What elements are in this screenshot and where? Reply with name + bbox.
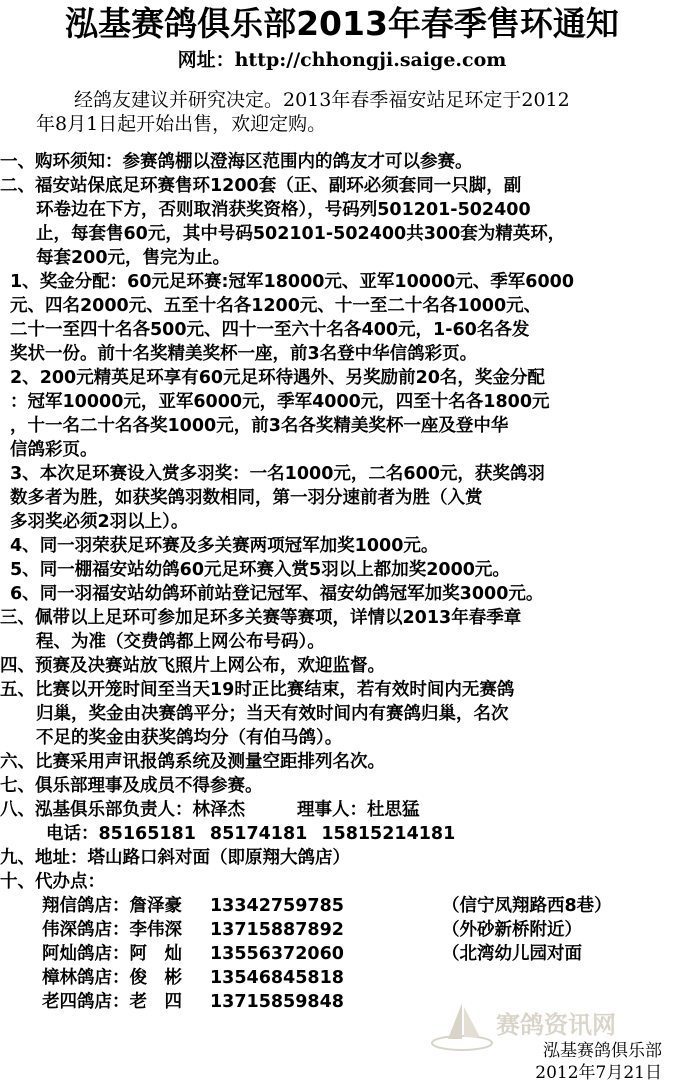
contact-section <box>0 798 682 846</box>
agent-name: 阿灿鸽店：阿 灿 <box>42 944 182 964</box>
rule-text: 福安站保底足环赛售环1200套（正、副环必须套同一只脚，副 <box>35 176 522 196</box>
rule-item <box>0 174 682 270</box>
rule-text: 奖金分配：60元足环赛:冠军18000元、亚军10000元、季军6000 <box>39 272 575 292</box>
intro-line: 经鸽友建议并研究决定。2013年春季福安站足环定于2012 <box>74 89 570 111</box>
item-mark: 三、 <box>0 608 35 628</box>
rule-text: 止，每套售60元，其中号码502101-502400共300套为精英环， <box>36 224 566 244</box>
rule-text: 多羽奖必须2羽以上）。 <box>10 512 189 532</box>
rule-item <box>0 678 682 750</box>
rule-text: 每套200元，售完为止。 <box>36 248 231 268</box>
rule-text: 元、四名2000元、五至十名各1200元、十一至二十名各1000元、 <box>10 296 542 316</box>
item-mark: 六、 <box>0 752 35 772</box>
rule-text: 比赛以开笼时间至当天19时正比赛结束，若有效时间内无赛鸽 <box>35 680 515 700</box>
phone-label: 电话： <box>46 824 99 844</box>
rule-text: 不足的奖金由获奖鸽均分（有伯马鸽）。 <box>36 728 343 748</box>
item-mark: 七、 <box>0 776 35 796</box>
item-mark: 3、 <box>10 464 40 484</box>
agent-phone: 13556372060 <box>210 944 344 964</box>
phone-number: 85165181 <box>98 824 196 844</box>
item-mark: 二、 <box>0 176 35 196</box>
rule-text: 二十一至四十名各500元、四十一至六十名各400元，1-60名各发 <box>10 320 530 340</box>
rule-text: 200元精英足环享有60元足环待遇外、另奖励前20名，奖金分配 <box>39 368 545 388</box>
rule-item <box>0 774 682 798</box>
rule-text: 比赛采用声讯报鸽系统及测量空距排列名次。 <box>35 752 385 772</box>
rule-text: 数多者为胜，如获奖鸽羽数相同，第一羽分速前者为胜（入赏 <box>10 488 483 508</box>
agent-note: （信宁凤翔路西8巷） <box>442 896 612 916</box>
intro-paragraph <box>36 88 666 136</box>
rule-text: 购环须知：参赛鸽棚以澄海区范围内的鸽友才可以参赛。 <box>35 152 473 172</box>
contact-leader: 泓基俱乐部负责人：林泽杰 <box>35 800 245 820</box>
website-label: 网址： <box>177 49 235 71</box>
phone-number: 85174181 <box>209 824 308 844</box>
rule-text: 环卷边在下方，否则取消获奖资格），号码列501201-502400 <box>36 200 531 220</box>
agent-phone: 13715887892 <box>210 920 344 940</box>
rule-item <box>0 150 682 174</box>
item-mark: 1、 <box>10 272 40 292</box>
rule-item <box>0 750 682 774</box>
agent-phone: 13715859848 <box>210 992 344 1012</box>
rule-text: 俱乐部理事及成员不得参赛。 <box>35 776 263 796</box>
agent-row <box>42 918 682 942</box>
item-mark: 一、 <box>0 152 35 172</box>
agent-row <box>42 966 682 990</box>
rule-item <box>0 462 682 534</box>
rules-list <box>0 150 682 798</box>
agent-phone: 13342759785 <box>210 896 344 916</box>
agent-note: （北湾幼儿园对面 <box>442 944 582 964</box>
agents-label: 代办点： <box>35 872 105 892</box>
item-mark: 6、 <box>10 584 40 604</box>
rule-text: ，十一名二十名各奖1000元，前3名各奖精美奖杯一座及登中华 <box>10 416 509 436</box>
signature-org: 泓基赛鸽俱乐部 <box>543 1041 662 1061</box>
rule-text: 佩带以上足环可参加足环多关赛等赛项，详情以2013年春季章 <box>35 608 522 628</box>
website-url[interactable]: http://chhongji.saige.com <box>234 49 507 71</box>
rule-text: 本次足环赛设入赏多羽奖：一名1000元，二名600元，获奖鸽羽 <box>39 464 545 484</box>
rule-item <box>0 270 682 366</box>
signature-date: 2012年7月21日 <box>535 1063 662 1083</box>
rule-item <box>0 366 682 462</box>
agents-section <box>0 870 682 1014</box>
item-mark: 5、 <box>10 560 40 580</box>
rule-item <box>0 654 682 678</box>
item-mark: 2、 <box>10 368 40 388</box>
rule-text: 奖状一份。前十名奖精美奖杯一座，前3名登中华信鸽彩页。 <box>10 344 478 364</box>
rule-text: 信鸽彩页。 <box>10 440 98 460</box>
item-mark: 4、 <box>10 536 40 556</box>
address-text: 地址：塔山路口斜对面（即原翔大鸽店） <box>35 848 350 868</box>
contact-phones <box>0 822 682 846</box>
agent-name: 老四鸽店：老 四 <box>42 992 182 1012</box>
intro-line: 年8月1日起开始出售，欢迎定购。 <box>36 113 327 135</box>
rule-text: 预赛及决赛站放飞照片上网公布，欢迎监督。 <box>35 656 385 676</box>
notice-body <box>0 150 682 1014</box>
rule-text: ：冠军10000元，亚军6000元，季军4000元，四至十名各1800元 <box>10 392 550 412</box>
rule-text: 同一棚福安站幼鸽60元足环赛入赏5羽以上都加奖2000元。 <box>39 560 510 580</box>
agent-name: 翔信鸽店：詹泽豪 <box>42 896 182 916</box>
rule-text: 归巢，奖金由决赛鸽平分；当天有效时间内有赛鸽归巢，名次 <box>36 704 509 724</box>
item-mark: 九、 <box>0 848 35 868</box>
agent-phone: 13546845818 <box>210 968 344 988</box>
item-mark: 八、 <box>0 800 35 820</box>
item-mark: 五、 <box>0 680 35 700</box>
agent-row <box>42 942 682 966</box>
page-title: 泓基赛鸽俱乐部2013年春季售环通知 <box>65 4 619 43</box>
signature-block <box>0 1040 662 1084</box>
rule-item <box>0 534 682 558</box>
item-mark: 四、 <box>0 656 35 676</box>
phone-number: 15815214181 <box>321 824 456 844</box>
rule-item <box>0 582 682 606</box>
contact-director: 理事人：杜思猛 <box>297 800 420 820</box>
item-mark: 十、 <box>0 872 35 892</box>
rule-text: 同一羽福安站幼鸽环前站登记冠军、福安幼鸽冠军加奖3000元。 <box>39 584 544 604</box>
address-section <box>0 846 682 870</box>
agent-name: 樟林鸽店：俊 彬 <box>42 968 182 988</box>
rule-text: 程、为准（交费鸽都上网公布号码）。 <box>36 632 325 652</box>
website-line <box>0 47 684 73</box>
rule-item <box>0 558 682 582</box>
agent-row <box>42 894 682 918</box>
agent-note: （外砂新桥附近） <box>442 920 582 940</box>
watermark-text: 赛鸽资讯网 <box>496 1011 616 1039</box>
rule-item <box>0 606 682 654</box>
agent-name: 伟深鸽店：李伟深 <box>42 920 182 940</box>
rule-text: 同一羽荣获足环赛及多关赛两项冠军加奖1000元。 <box>39 536 439 556</box>
